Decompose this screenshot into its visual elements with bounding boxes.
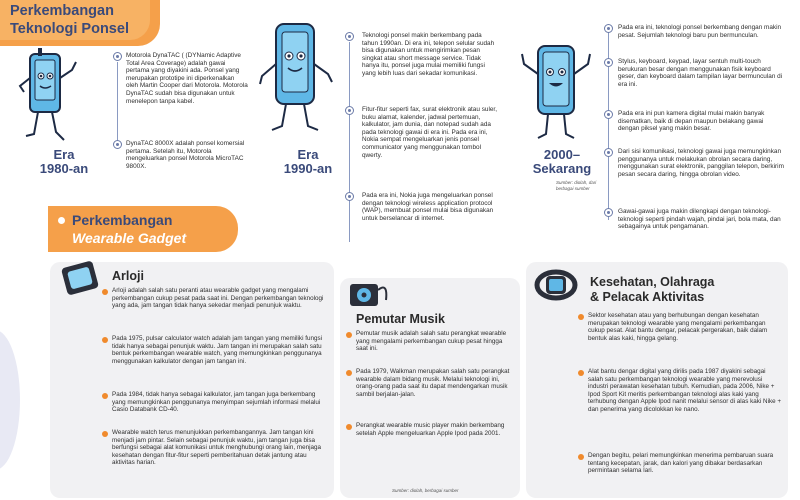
- phone-mascot-2000-icon: [518, 42, 594, 146]
- phone-mascot-1990-icon: [256, 20, 336, 140]
- timeline-marker-icon: [604, 148, 613, 157]
- bullet-dot-icon: [346, 332, 352, 338]
- musik-source: Sumber: diolah, berbagai sumber: [392, 488, 459, 493]
- musik-heading: Pemutar Musik: [356, 312, 445, 326]
- timeline-marker-icon: [604, 208, 613, 217]
- wearable-dot-icon: [58, 217, 65, 224]
- music-player-icon: [348, 280, 390, 310]
- bullet-dot-icon: [578, 370, 584, 376]
- timeline-marker-icon: [113, 52, 122, 61]
- era1-bullet-2: DynaTAC 8000X adalah ponsel komersial pertama. Setelah itu, Motorola mengeluarkan ponsel Motorola MicroTAC 9800X.: [126, 140, 245, 170]
- bullet-dot-icon: [102, 393, 108, 399]
- bullet-dot-icon: [578, 314, 584, 320]
- timeline-marker-icon: [345, 106, 354, 115]
- era2-bullet-3: Pada era ini, Nokia juga mengeluarkan ponsel dengan teknologi wireless application protocol (WAP), membuat ponsel mulai bisa digunakan untuk berselancar di internet.: [362, 192, 494, 222]
- bullet-dot-icon: [346, 424, 352, 430]
- era3-source: Sumber: diolah, dari berbagai sumber: [556, 180, 597, 191]
- kesehatan-heading-line1: Kesehatan, Olahraga: [590, 275, 715, 289]
- era-1980-label: Era 1980-an: [39, 147, 89, 176]
- timeline-marker-icon: [113, 140, 122, 149]
- era3-bullet-2: Stylus, keyboard, keypad, layar sentuh multi-touch berukuran besar dengan menggunakan fisik keyboard geser, dan keyboard dalam tampilan layar bermunculan di era ini.: [618, 58, 783, 88]
- wearable-title-line2: Wearable Gadget: [72, 230, 187, 246]
- fitness-band-icon: [534, 268, 578, 302]
- era2-bullet-2: Fitur-fitur seperti fax, surat elektronik atau suler, buku alamat, kalender, jadwal pertemuan, kalkulator, jam dunia, dan notepad sudah ada pada teknologi gawai di era ini. Pada era ini, Nokia sempat mengeluarkan jenis ponsel communicator yang menggunakan tombol qwerty.: [362, 106, 497, 159]
- timeline-marker-icon: [345, 192, 354, 201]
- bullet-dot-icon: [102, 289, 108, 295]
- bullet-dot-icon: [102, 431, 108, 437]
- bullet-dot-icon: [102, 337, 108, 343]
- arloji-heading: Arloji: [112, 269, 144, 283]
- era3-bullet-4: Dari sisi komunikasi, teknologi gawai juga memungkinkan penggunanya untuk melakukan obrolan secara daring, menggunakan surat elektronik, panggilan telepon, berkirim pesan secara daring, hingga obrolan video.: [618, 148, 784, 178]
- watch-icon: [60, 258, 100, 298]
- timeline-marker-icon: [604, 24, 613, 33]
- page-title-line2: Teknologi Ponsel: [10, 21, 129, 37]
- era-1990-label: Era 1990-an: [283, 147, 333, 176]
- era2-bullet-1: Teknologi ponsel makin berkembang pada tahun 1990an. Di era ini, telepon selular sudah bisa digunakan untuk mengirimkan pesan singkat atau short message service. Tidak hanya itu, ponsel juga mulai memiliki fungsi yang lebih luas dari sekadar komunikasi.: [362, 32, 495, 77]
- wearable-title-line1: Perkembangan: [72, 212, 173, 228]
- bullet-dot-icon: [346, 370, 352, 376]
- era3-bullet-3: Pada era ini pun kamera digital mulai makin banyak disematkan, baik di depan maupun belakang gawai dengan piksel yang makin besar.: [618, 110, 765, 133]
- musik-p3: Perangkat wearable music player makin berkembang setelah Apple mengeluarkan Apple Ipod pada 2001.: [356, 422, 505, 437]
- decorative-blob: [0, 330, 20, 470]
- kesehatan-p3: Dengan begitu, pelari memungkinkan menerima pembaruan suara tentang kecepatan, jarak, dan kalori yang dibakar berdasarkan permintaan selama lari.: [588, 452, 774, 474]
- era-2000-label: 2000– Sekarang: [532, 147, 592, 176]
- arloji-p2: Pada 1975, pulsar calculator watch adalah jam tangan yang memiliki fungsi tidak hanya sebagai penunjuk waktu. Jam tangan ini merupakan salah satu bentuk perkembangan wearable watch, yang memungkinkan penggunanya menggunakan kalkulator dengan jam tangan ini.: [112, 335, 323, 365]
- bullet-dot-icon: [578, 454, 584, 460]
- kesehatan-p1: Sektor kesehatan atau yang berhubungan dengan kesehatan merupakan teknologi wearable yang mengalami perkembangan cukup pesat. Alat bantu dengar, pelacak pergerakan, baik dalam bentuk alas kaki, hingga gelang.: [588, 312, 768, 342]
- timeline-marker-icon: [604, 58, 613, 67]
- timeline-marker-icon: [604, 110, 613, 119]
- musik-p1: Pemutar musik adalah salah satu perangkat wearable yang mengalami perkembangan cukup pesat hingga saat ini.: [356, 330, 507, 352]
- arloji-p4: Wearable watch terus menunjukkan perkembangannya. Jam tangan kini menjadi jam pintar. Selain sebagai penunjuk waktu, jam tangan juga bisa berfungsi sebagai alat komunikasi untuk menghubungi orang lain, menjaga kesehatan dengan fitur-fitur seperti pemberitahuan detak jantung atau aktivitas harian.: [112, 429, 321, 466]
- timeline-line-1990: [349, 42, 350, 242]
- phone-mascot-1980-icon: [18, 48, 82, 148]
- timeline-line-1980: [117, 62, 118, 142]
- kesehatan-heading-line2: & Pelacak Aktivitas: [590, 290, 705, 304]
- kesehatan-p2: Alat bantu dengar digital yang dirilis pada 1987 diyakini sebagai salah satu perkembangan teknologi wearable yang merevolusi industri perawatan kesehatan tubuh. Kemudian, pada 2006, Nike + Ipod Sport Kit meritis perkembangan teknologi alas kaki yang terhubung dengan Apple Ipod nanit melalui sensor di alas kaki Nike + dan penerima yang dicolokkan ke nano.: [588, 368, 782, 413]
- era3-bullet-1: Pada era ini, teknologi ponsel berkembang dengan makin pesat. Sejumlah teknologi baru pun bermunculan.: [618, 24, 782, 39]
- timeline-marker-icon: [345, 32, 354, 41]
- era3-bullet-5: Gawai-gawai juga makin dilengkapi dengan teknologi-teknologi seperti pindah wajah, pindai jari, bola mata, dan sebagainya untuk pengamanan.: [618, 208, 781, 231]
- arloji-p3: Pada 1984, tidak hanya sebagai kalkulator, jam tangan juga berkembang yang memungkinkan penggunanya menyimpan sejumlah informasi melalui Casio Databank CD-40.: [112, 391, 321, 413]
- page-title-line1: Perkembangan: [10, 3, 114, 19]
- arloji-p1: Arloji adalah salah satu peranti atau wearable gadget yang mengalami perkembangan cukup pesat pada saat ini. Dengan perkembangan teknologi yang ada, jam tangan tidak hanya sekedar menjadi penunjuk waktu.: [112, 287, 324, 309]
- musik-p2: Pada 1979, Walkman merupakan salah satu perangkat wearable dalam bidang musik. Melalui teknologi ini, orang-orang pada saat itu dapat mendengarkan musik sambil berjalan-jalan.: [356, 368, 510, 398]
- era1-bullet-1: Motorola DynaTAC ( (DYNamic Adaptive Total Area Coverage) adalah gawai pertama yang diyakini ada. Ponsel yang merupakan prototipe ini diperkenalkan oleh Martin Cooper dari Motorola. Motorola DynaTAC sudah bisa digunakan untuk menelepon tanpa kabel.: [126, 52, 248, 105]
